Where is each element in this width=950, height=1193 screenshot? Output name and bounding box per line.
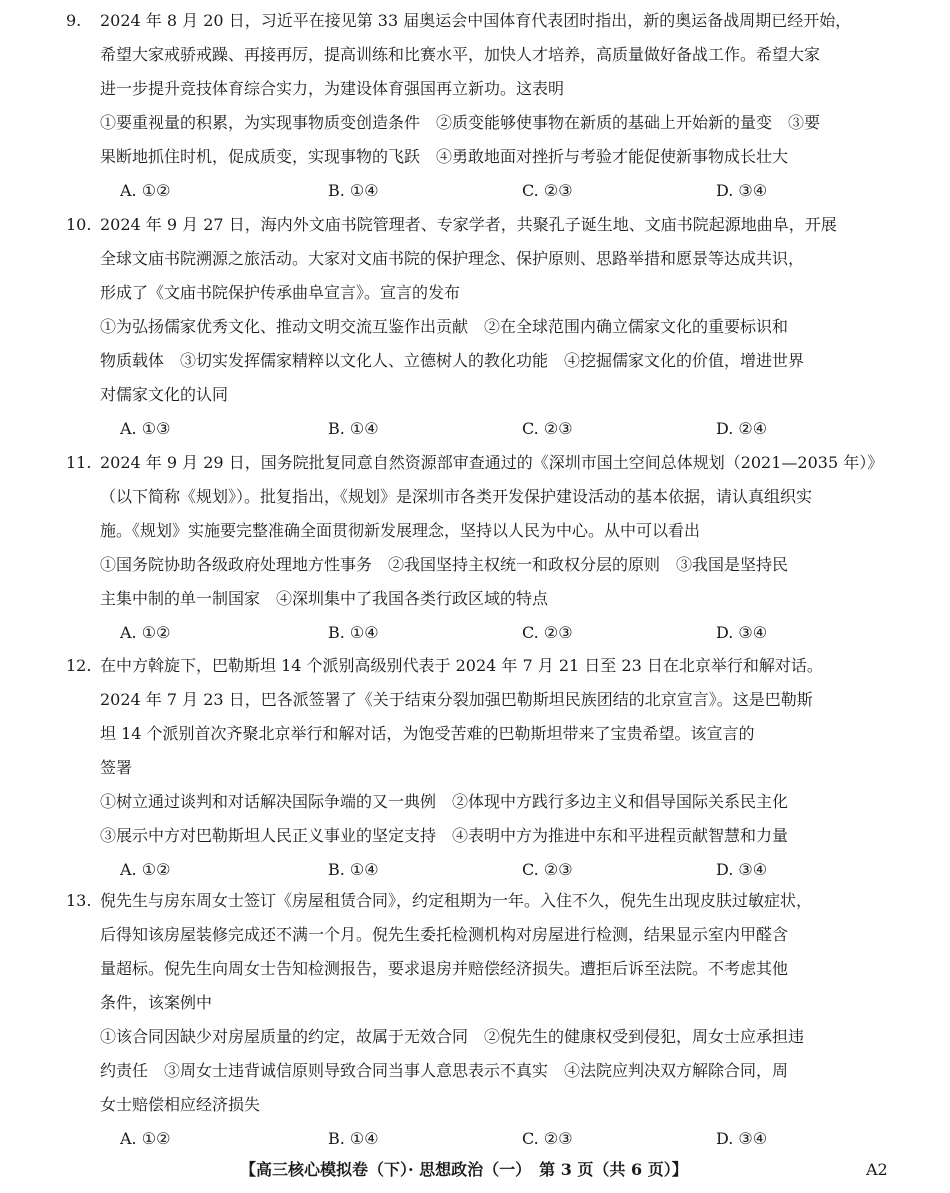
statement-line: ①国务院协助各级政府处理地方性事务 ②我国坚持主权统一和政权分层的原则 ③我国是坚持民 xyxy=(100,555,789,574)
answer-options xyxy=(100,412,890,446)
option-a[interactable]: A. ①② xyxy=(120,623,171,642)
option-d[interactable]: D. ③④ xyxy=(716,860,768,879)
question-stem-line: 全球文庙书院溯源之旅活动。大家对文庙书院的保护理念、保护原则、思路举措和愿景等达成共识， xyxy=(100,249,805,268)
option-a[interactable]: A. ①③ xyxy=(120,419,171,438)
option-a[interactable]: A. ①② xyxy=(120,181,171,200)
option-c[interactable]: C. ②③ xyxy=(522,1129,573,1148)
question-stem-line: 11. 2024 年 9 月 29 日，国务院批复同意自然资源部审查通过的《深圳市国土空间总体规划（2021—2035 年）》 xyxy=(100,446,890,480)
question-stem-line: 形成了《文庙书院保护传承曲阜宣言》。宣言的发布 xyxy=(100,283,461,302)
question-11 xyxy=(66,446,890,650)
answer-options xyxy=(100,174,890,208)
statement-line: ①为弘扬儒家优秀文化、推动文明交流互鉴作出贡献 ②在全球范围内确立儒家文化的重要标识和 xyxy=(100,317,789,336)
option-d[interactable]: D. ③④ xyxy=(716,181,768,200)
question-stem-line: 后得知该房屋装修完成还不满一个月。倪先生委托检测机构对房屋进行检测，结果显示室内甲醛含 xyxy=(100,925,789,944)
question-stem-line: 坦 14 个派别首次齐聚北京举行和解对话，为饱受苦难的巴勒斯坦带来了宝贵希望。该宣言的 xyxy=(100,724,755,743)
option-a[interactable]: A. ①② xyxy=(120,1129,171,1148)
statement-line: ③展示中方对巴勒斯坦人民正义事业的坚定支持 ④表明中方为推进中东和平进程贡献智慧和力量 xyxy=(100,826,789,845)
statement-line: 果断地抓住时机，促成质变，实现事物的飞跃 ④勇敢地面对挫折与考验才能促使新事物成长壮大 xyxy=(100,147,789,166)
option-c[interactable]: C. ②③ xyxy=(522,623,573,642)
statement-line: 约责任 ③周女士违背诚信原则导致合同当事人意思表示不真实 ④法院应判决双方解除合同，周 xyxy=(100,1061,789,1080)
statement-line: 物质载体 ③切实发挥儒家精粹以文化人、立德树人的教化功能 ④挖掘儒家文化的价值，增进世界 xyxy=(100,351,805,370)
statement-line: ①要重视量的积累，为实现事物质变创造条件 ②质变能够使事物在新质的基础上开始新的量变 ③要 xyxy=(100,113,821,132)
answer-options xyxy=(100,1122,890,1156)
option-d[interactable]: D. ③④ xyxy=(716,623,768,642)
option-b[interactable]: B. ①④ xyxy=(328,181,379,200)
question-stem-line: 2024 年 7 月 23 日，巴各派签署了《关于结束分裂加强巴勒斯坦民族团结的北京宣言》。这是巴勒斯 xyxy=(100,690,813,709)
question-number: 9. xyxy=(66,11,82,30)
option-b[interactable]: B. ①④ xyxy=(328,1129,379,1148)
question-stem-line: 10. 2024 年 9 月 27 日，海内外文庙书院管理者、专家学者，共聚孔子诞生地、文庙书院起源地曲阜，开展 xyxy=(100,208,890,242)
question-stem-line: 施。《规划》实施要完整准确全面贯彻新发展理念，坚持以人民为中心。从中可以看出 xyxy=(100,521,701,540)
statement-line: 对儒家文化的认同 xyxy=(100,385,229,404)
footer-title: 【高三核心模拟卷（下）· 思想政治（一） 第 3 页（共 6 页）】 xyxy=(240,1160,688,1179)
question-stem-line: 13. 倪先生与房东周女士签订《房屋租赁合同》，约定租期为一年。入住不久，倪先生出现皮肤过敏症状， xyxy=(100,884,890,918)
answer-options xyxy=(100,853,890,887)
option-c[interactable]: C. ②③ xyxy=(522,181,573,200)
question-number: 10. xyxy=(66,215,92,234)
statement-line: ①该合同因缺少对房屋质量的约定，故属于无效合同 ②倪先生的健康权受到侵犯，周女士应承担违 xyxy=(100,1027,805,1046)
question-stem-line: 希望大家戒骄戒躁、再接再厉，提高训练和比赛水平，加快人才培养，高质量做好备战工作。希望大家 xyxy=(100,45,821,64)
question-12 xyxy=(66,649,890,887)
question-stem-line: 量超标。倪先生向周女士告知检测报告，要求退房并赔偿经济损失。遭拒后诉至法院。不考虑其他 xyxy=(100,959,789,978)
statement-line: 女士赔偿相应经济损失 xyxy=(100,1095,261,1114)
question-stem-line: 9. 2024 年 8 月 20 日，习近平在接见第 33 届奥运会中国体育代表团时指出，新的奥运备战周期已经开始， xyxy=(100,4,890,38)
option-c[interactable]: C. ②③ xyxy=(522,860,573,879)
paper-code: A2 xyxy=(866,1160,888,1179)
option-d[interactable]: D. ③④ xyxy=(716,1129,768,1148)
question-number: 12. xyxy=(66,656,92,675)
option-b[interactable]: B. ①④ xyxy=(328,860,379,879)
question-9 xyxy=(66,4,890,208)
question-10 xyxy=(66,208,890,446)
question-stem-line: 12. 在中方斡旋下，巴勒斯坦 14 个派别高级别代表于 2024 年 7 月 21 日至 23 日在北京举行和解对话。 xyxy=(100,649,890,683)
option-b[interactable]: B. ①④ xyxy=(328,419,379,438)
statement-line: 主集中制的单一制国家 ④深圳集中了我国各类行政区域的特点 xyxy=(100,589,549,608)
option-c[interactable]: C. ②③ xyxy=(522,419,573,438)
option-b[interactable]: B. ①④ xyxy=(328,623,379,642)
answer-options xyxy=(100,616,890,650)
question-13 xyxy=(66,884,890,1156)
question-stem-line: （以下简称《规划》）。批复指出，《规划》是深圳市各类开发保护建设活动的基本依据，请认真组织实 xyxy=(100,487,813,506)
question-stem-line: 签署 xyxy=(100,758,133,777)
question-number: 13. xyxy=(66,891,92,910)
page-footer xyxy=(0,1155,950,1185)
question-stem-line: 条件，该案例中 xyxy=(100,993,213,1012)
question-number: 11. xyxy=(66,453,92,472)
option-d[interactable]: D. ②④ xyxy=(716,419,768,438)
option-a[interactable]: A. ①② xyxy=(120,860,171,879)
statement-line: ①树立通过谈判和对话解决国际争端的又一典例 ②体现中方践行多边主义和倡导国际关系民主化 xyxy=(100,792,789,811)
question-stem-line: 进一步提升竞技体育综合实力，为建设体育强国再立新功。这表明 xyxy=(100,79,565,98)
